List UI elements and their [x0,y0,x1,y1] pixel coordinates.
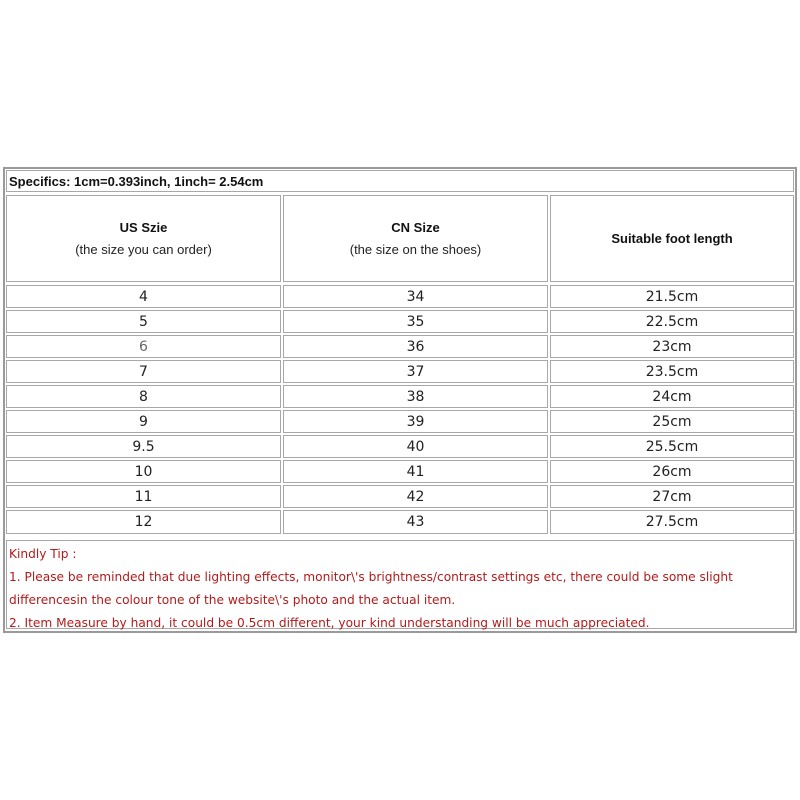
cell-foot-length: 21.5cm [550,285,794,308]
cell-us-size: 9 [6,410,281,433]
cell-cn-size: 40 [283,435,548,458]
header-foot-length-title: Suitable foot length [611,231,733,246]
header-foot-length [550,195,794,282]
cell-cn-size: 39 [283,410,548,433]
cell-foot-length: 25cm [550,410,794,433]
specifics-label: Specifics: 1cm=0.393inch, 1inch= 2.54cm [6,170,794,192]
cell-foot-length: 23.5cm [550,360,794,383]
header-us-size-title: US Szie [119,220,168,235]
cell-us-size: 8 [6,385,281,408]
header-us-size-subtitle: (the size you can order) [75,242,212,257]
cell-foot-length: 24cm [550,385,794,408]
cell-us-size: 10 [6,460,281,483]
cell-cn-size: 35 [283,310,548,333]
cell-us-size: 6 [6,335,281,358]
tip-line-1: 1. Please be reminded that due lighting effects, monitor\'s brightness/contrast settings etc, there could be some slight [9,570,733,584]
cell-us-size: 9.5 [6,435,281,458]
cell-us-size: 12 [6,510,281,534]
cell-foot-length: 22.5cm [550,310,794,333]
cell-us-size: 11 [6,485,281,508]
tip-line-3: 2. Item Measure by hand, it could be 0.5cm different, your kind understanding will be much appreciated. [9,616,650,630]
header-cn-size-title: CN Size [391,220,440,235]
cell-cn-size: 36 [283,335,548,358]
tip-heading: Kindly Tip : [9,547,77,561]
cell-foot-length: 26cm [550,460,794,483]
cell-cn-size: 37 [283,360,548,383]
cell-cn-size: 43 [283,510,548,534]
header-cn-size-subtitle: (the size on the shoes) [349,242,482,257]
cell-us-size: 5 [6,310,281,333]
cell-cn-size: 42 [283,485,548,508]
cell-us-size: 4 [6,285,281,308]
cell-us-size: 7 [6,360,281,383]
cell-cn-size: 41 [283,460,548,483]
cell-foot-length: 27cm [550,485,794,508]
cell-foot-length: 25.5cm [550,435,794,458]
header-us-size [6,195,281,282]
cell-foot-length: 27.5cm [550,510,794,534]
kindly-tip-box [6,540,794,629]
header-cn-size [283,195,548,282]
cell-cn-size: 38 [283,385,548,408]
tip-line-2: differencesin the colour tone of the website\'s photo and the actual item. [9,593,456,607]
cell-cn-size: 34 [283,285,548,308]
cell-foot-length: 23cm [550,335,794,358]
size-chart [3,167,797,633]
